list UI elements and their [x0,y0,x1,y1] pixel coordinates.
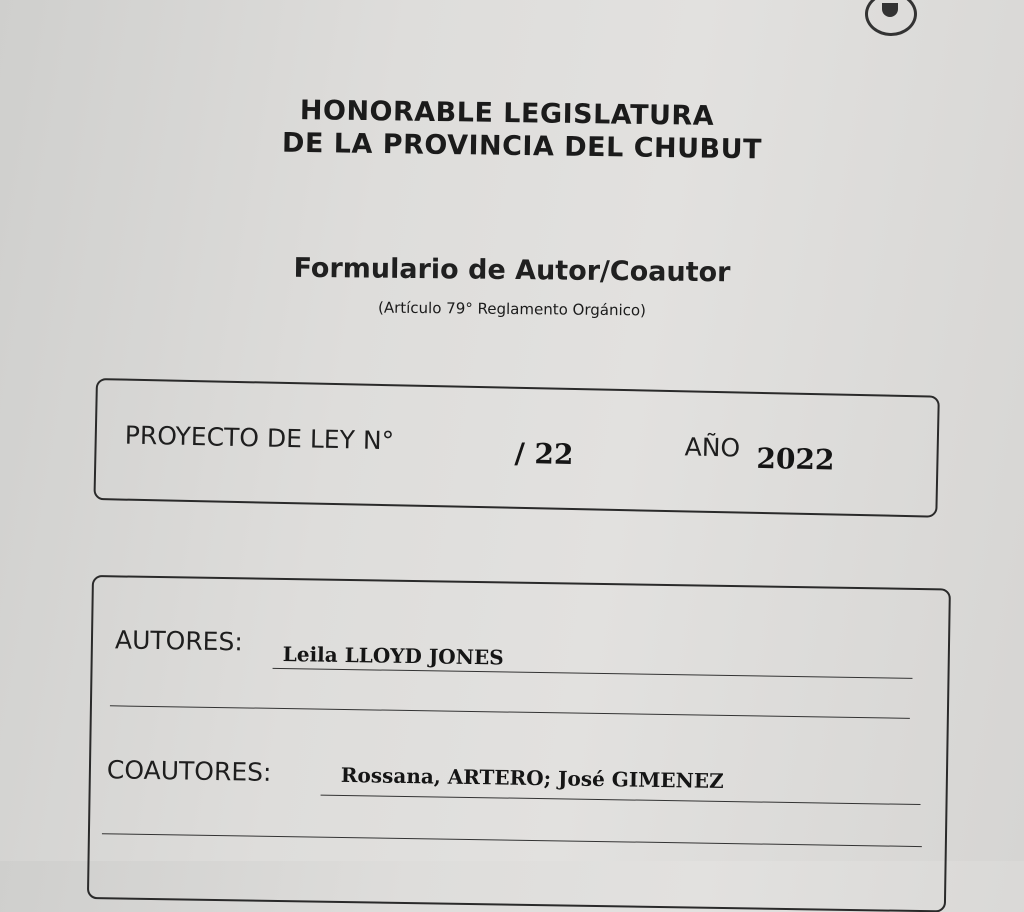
autores-label: AUTORES: [114,625,244,657]
form-subtitle: (Artículo 79° Reglamento Orgánico) [377,298,647,320]
year-label: AÑO [684,432,741,463]
header-line-1: HONORABLE LEGISLATURA [299,95,715,132]
coat-of-arms-seal [865,0,917,36]
form-title: Formulario de Autor/Coautor [293,252,731,289]
project-number: / 22 [514,436,574,472]
autores-line-2 [110,705,910,719]
coautores-value: Rossana, ARTERO; José GIMENEZ [340,762,724,793]
project-label: PROYECTO DE LEY N° [124,420,395,456]
coautores-line-2 [102,833,922,847]
autores-value: Leila LLOYD JONES [282,642,504,670]
coautores-label: COAUTORES: [106,755,272,787]
year-value: 2022 [756,441,835,477]
header-line-2: DE LA PROVINCIA DEL CHUBUT [281,127,763,166]
project-box [93,378,939,518]
authors-box [87,575,951,912]
autores-line [273,668,913,679]
coautores-line [321,795,921,805]
